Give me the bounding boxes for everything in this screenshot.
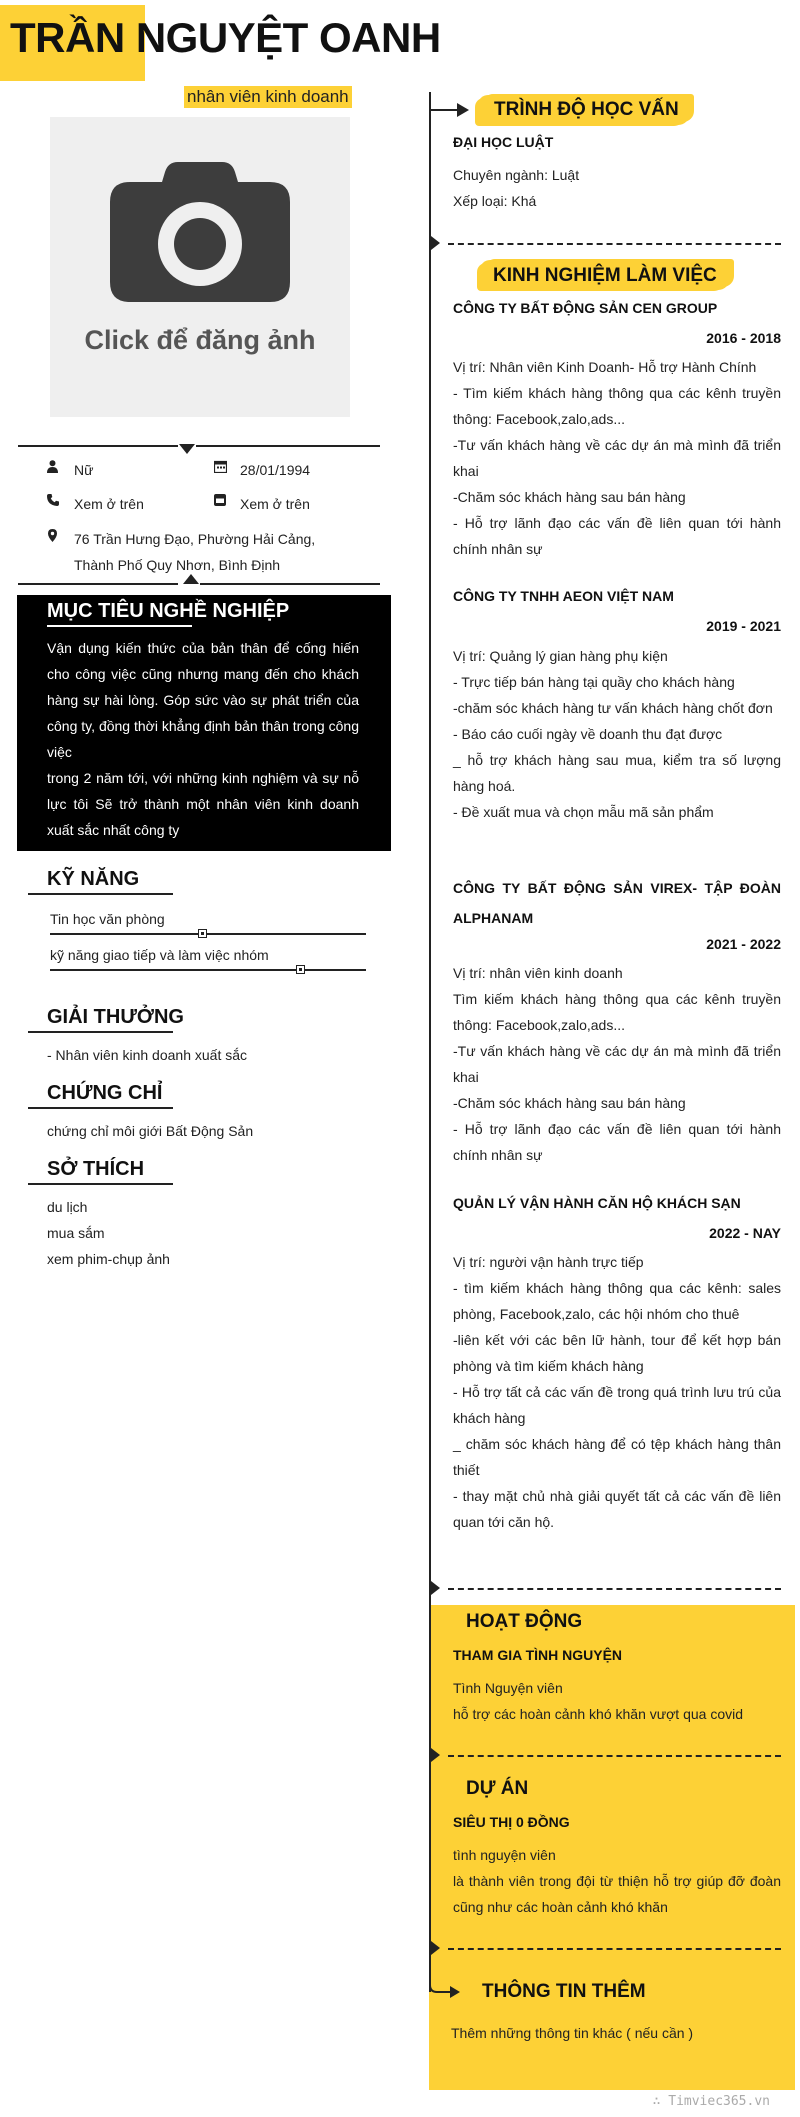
project-role[interactable]: tình nguyện viên bbox=[453, 1847, 556, 1863]
skill-label[interactable]: kỹ năng giao tiếp và làm việc nhóm bbox=[50, 947, 269, 963]
project-name[interactable]: SIÊU THỊ 0 ĐỒNG bbox=[453, 1814, 570, 1830]
certificate-item[interactable]: chứng chỉ môi giới Bất Động Sản bbox=[47, 1123, 254, 1139]
candidate-name[interactable]: TRẦN NGUYỆT OANH bbox=[10, 14, 441, 61]
projects-title: DỰ ÁN bbox=[466, 1778, 529, 1799]
award-item[interactable]: - Nhân viên kinh doanh xuất sắc bbox=[47, 1047, 248, 1063]
timeline-line bbox=[429, 92, 431, 1992]
photo-upload-label: Click để đăng ảnh bbox=[84, 325, 316, 355]
hobbies-underline bbox=[28, 1183, 173, 1185]
timeline-marker bbox=[431, 1581, 440, 1595]
job-company[interactable]: CÔNG TY TNHH AEON VIỆT NAM bbox=[453, 588, 674, 604]
section-divider bbox=[448, 1948, 781, 1950]
career-objective-underline bbox=[47, 625, 192, 627]
skill-bar bbox=[50, 933, 366, 935]
job-company[interactable]: CÔNG TY BẤT ĐỘNG SẢN VIREX- TẬP ĐOÀN ALPHANAM bbox=[453, 880, 781, 926]
hobby-item[interactable]: du lịch bbox=[47, 1199, 88, 1215]
section-divider bbox=[448, 243, 781, 245]
divider-arrow-up bbox=[183, 574, 199, 584]
job-period[interactable]: 2016 - 2018 bbox=[706, 330, 781, 346]
phone-icon bbox=[47, 494, 59, 509]
awards-title: GIẢI THƯỞNG bbox=[47, 1006, 184, 1028]
education-title: TRÌNH ĐỘ HỌC VẤN bbox=[494, 99, 679, 120]
email-icon bbox=[214, 494, 226, 509]
address-line-2[interactable]: Thành Phố Quy Nhơn, Bình Định bbox=[74, 557, 281, 573]
hobby-item[interactable]: mua sắm bbox=[47, 1225, 105, 1241]
skill-level-knob[interactable] bbox=[296, 965, 305, 974]
photo-upload[interactable] bbox=[50, 117, 350, 417]
dob-value[interactable]: 28/01/1994 bbox=[240, 462, 311, 478]
timeline-arrow-icon bbox=[429, 98, 473, 122]
career-objective-section bbox=[17, 595, 391, 851]
activity-desc[interactable]: hỗ trợ các hoàn cảnh khó khăn vượt qua covid bbox=[453, 1706, 744, 1722]
phone-value[interactable]: Xem ở trên bbox=[74, 496, 144, 512]
timeline-marker bbox=[431, 236, 440, 250]
location-pin-icon bbox=[48, 529, 57, 545]
skill-label[interactable]: Tin học văn phòng bbox=[50, 911, 165, 927]
job-details[interactable]: Vị trí: Nhân viên Kinh Doanh- Hỗ trợ Hành Chính - Tìm kiếm khách hàng thông qua các kênh truyền thông: Facebook,zalo,ads... -Tư vấn khách hàng về các dự án mà mình đã triển khai -Chăm sóc khách hàng sau bán hàng - Hỗ trợ lãnh đạo các vấn đề liên quan tới hành chính nhân sự bbox=[453, 359, 781, 557]
job-company[interactable]: QUẢN LÝ VẬN HÀNH CĂN HỘ KHÁCH SẠN bbox=[453, 1195, 741, 1211]
job-details[interactable]: Vị trí: người vận hành trực tiếp - tìm kiếm khách hàng thông qua các kênh: sales phòng, Facebook,zalo, các hội nhóm cho thuê -liên kết với các bên lữ hành, tour để kết hợp bán phòng và tìm kiếm khách hàng - Hỗ trợ tất cả các vấn đề trong quá trình lưu trú của khách hàng _ chăm sóc khách hàng để có tệp khách hàng thân thiết - thay mặt chủ nhà giải quyết tất cả các vấn đề liên quan tới căn hộ. bbox=[453, 1254, 781, 1530]
certificates-underline bbox=[28, 1107, 173, 1109]
address-line-1[interactable]: 76 Trần Hưng Đạo, Phường Hải Cảng, bbox=[74, 531, 316, 547]
footer-watermark: ∴ Timviec365.vn bbox=[652, 2094, 770, 2109]
activity-role[interactable]: Tình Nguyện viên bbox=[453, 1680, 563, 1696]
section-divider bbox=[448, 1588, 781, 1590]
awards-underline bbox=[28, 1031, 173, 1033]
skills-underline bbox=[28, 893, 173, 895]
activities-title: HOẠT ĐỘNG bbox=[466, 1611, 583, 1632]
job-title[interactable]: nhân viên kinh doanh bbox=[184, 86, 352, 108]
info-divider-bottom-left bbox=[18, 583, 178, 585]
activity-org[interactable]: THAM GIA TÌNH NGUYỆN bbox=[453, 1647, 623, 1663]
education-school[interactable]: ĐẠI HỌC LUẬT bbox=[453, 134, 554, 150]
camera-icon bbox=[110, 162, 290, 302]
section-divider bbox=[448, 1755, 781, 1757]
certificates-title: CHỨNG CHỈ bbox=[47, 1082, 163, 1104]
education-major[interactable]: Chuyên ngành: Luật bbox=[453, 167, 580, 183]
career-objective-text[interactable]: Vận dụng kiến thức của bản thân để cống hiến cho công việc cũng nhưng mang đến cho khách hàng sự hài lòng. Góp sức vào sự phát triển của công ty, đồng thời khẳng định bản thân trong công việc trong 2 năm tới, với những kinh nghiệm và sự nỗ lực tôi Sẽ trở thành một nhân viên kinh doanh xuất sắc nhất công ty bbox=[47, 640, 359, 838]
experience-title: KINH NGHIỆM LÀM VIỆC bbox=[493, 265, 717, 286]
skill-bar bbox=[50, 969, 366, 971]
education-rank[interactable]: Xếp loại: Khá bbox=[453, 193, 537, 209]
email-value[interactable]: Xem ở trên bbox=[240, 496, 310, 512]
job-period[interactable]: 2019 - 2021 bbox=[706, 618, 781, 634]
more-info-title: THÔNG TIN THÊM bbox=[482, 1981, 646, 2002]
skill-level-knob[interactable] bbox=[198, 929, 207, 938]
project-desc[interactable]: là thành viên trong đội từ thiện hỗ trợ giúp đỡ đoàn cũng như các hoàn cảnh khó khăn bbox=[453, 1873, 781, 1915]
divider-arrow-down bbox=[179, 444, 195, 454]
job-period[interactable]: 2021 - 2022 bbox=[706, 936, 781, 952]
job-company[interactable]: CÔNG TY BẤT ĐỘNG SẢN CEN GROUP bbox=[453, 300, 718, 316]
hobby-item[interactable]: xem phim-chụp ảnh bbox=[47, 1251, 170, 1267]
hobbies-title: SỞ THÍCH bbox=[47, 1158, 145, 1180]
skills-title: KỸ NĂNG bbox=[47, 868, 140, 890]
calendar-icon bbox=[214, 460, 227, 476]
job-details[interactable]: Vị trí: nhân viên kinh doanh Tìm kiếm khách hàng thông qua các kênh truyền thông: Facebook,zalo,ads... -Tư vấn khách hàng về các dự án mà mình đã triển khai -Chăm sóc khách hàng sau bán hàng - Hỗ trợ lãnh đạo các vấn đề liên quan tới hành chính nhân sự bbox=[453, 965, 781, 1163]
more-info-text[interactable]: Thêm những thông tin khác ( nếu cần ) bbox=[451, 2025, 694, 2041]
job-period[interactable]: 2022 - NAY bbox=[709, 1225, 781, 1241]
gender-value[interactable]: Nữ bbox=[74, 462, 94, 478]
timeline-end-arrow-icon bbox=[429, 1975, 465, 2001]
career-objective-title: MỤC TIÊU NGHỀ NGHIỆP bbox=[47, 600, 290, 622]
info-divider-bottom-right bbox=[200, 583, 380, 585]
timeline-marker bbox=[431, 1748, 440, 1762]
info-divider-top-left bbox=[18, 445, 178, 447]
timeline-marker bbox=[431, 1941, 440, 1955]
info-divider-top-right bbox=[196, 445, 380, 447]
job-details[interactable]: Vị trí: Quảng lý gian hàng phụ kiện - Trực tiếp bán hàng tại quầy cho khách hàng -chăm sóc khách hàng tư vấn khách hàng chốt đơn - Báo cáo cuối ngày về doanh thu đạt được _ hỗ trợ khách hàng sau mua, kiểm tra số lượng hàng hoá. - Đề xuất mua và chọn mẫu mã sản phẩm bbox=[453, 648, 781, 820]
person-icon bbox=[47, 460, 58, 476]
